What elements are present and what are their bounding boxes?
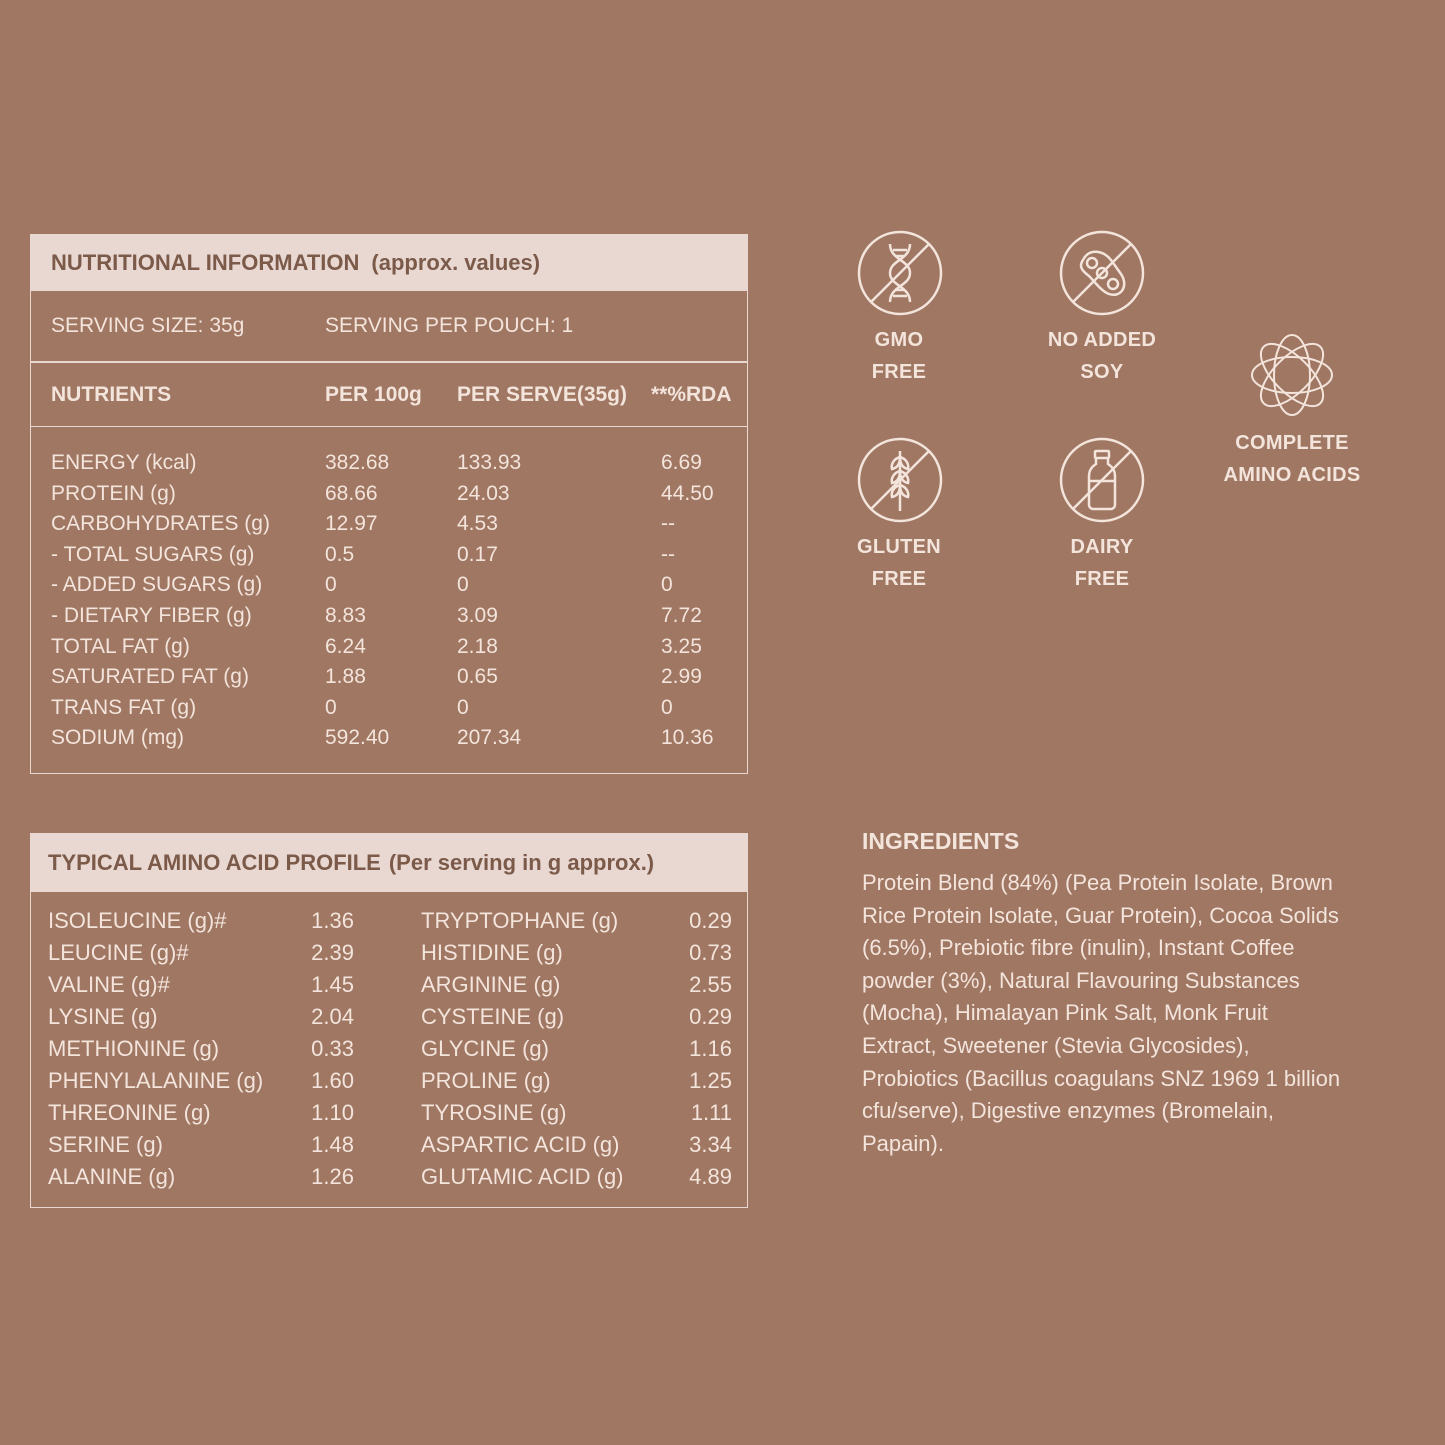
column-header: **%RDA (651, 382, 732, 406)
amino-acid-value: 2.55 (689, 972, 732, 997)
nutrient-value: 3.25 (661, 634, 702, 658)
nutrient-value: 1.88 (325, 665, 366, 689)
amino-acid-value: 0.29 (689, 1004, 732, 1029)
nutrient-value: -- (661, 512, 675, 536)
badge-label: NO ADDED (1047, 329, 1157, 351)
gluten-free-badge (849, 531, 949, 595)
nutrient-value: 0.17 (457, 542, 498, 566)
amino-acid-value: 1.48 (311, 1132, 354, 1157)
column-header: PER 100g (325, 382, 422, 406)
nutrient-value: -- (661, 542, 675, 566)
amino-subtitle: (Per serving in g approx.) (388, 850, 655, 875)
amino-acid-name: GLYCINE (g) (421, 1036, 549, 1061)
nutrient-value: 8.83 (325, 604, 366, 627)
nutrient-value: 7.72 (661, 604, 702, 627)
nutrition-header (31, 235, 747, 291)
nutrient-value: 6.69 (661, 451, 702, 474)
nutrient-value: 0.5 (325, 542, 355, 566)
amino-acid-value: 0.33 (311, 1036, 354, 1061)
amino-acid-value: 1.26 (311, 1164, 354, 1189)
nutrition-subtitle: (approx. values) (371, 250, 541, 275)
column-header: NUTRIENTS (51, 382, 172, 406)
nutrient-name: SATURATED FAT (g) (51, 665, 249, 689)
nutrient-value: 4.53 (457, 512, 498, 536)
amino-title: TYPICAL AMINO ACID PROFILE (48, 850, 381, 875)
badge-label: AMINO ACIDS (1223, 464, 1361, 486)
amino-acid-value: 1.10 (311, 1100, 354, 1125)
amino-acid-name: LYSINE (g) (48, 1004, 158, 1029)
badge-label: SOY (1080, 361, 1124, 383)
column-header: PER SERVE(35g) (457, 382, 627, 406)
amino-acid-name: TYROSINE (g) (421, 1100, 567, 1125)
no-added-soy-badge (1032, 324, 1172, 388)
amino-acid-value: 1.16 (689, 1036, 732, 1061)
nutrition-title: NUTRITIONAL INFORMATION (51, 250, 360, 275)
serving-size: SERVING SIZE: 35g (51, 314, 245, 337)
amino-acid-value: 1.60 (311, 1068, 354, 1093)
badge-label: COMPLETE (1235, 432, 1349, 454)
nutrient-value: 592.40 (325, 726, 390, 750)
wheat-crossed-icon (857, 437, 943, 523)
nutrient-value: 0 (661, 573, 673, 597)
badge-label: DAIRY (1070, 536, 1134, 558)
nutrient-name: - TOTAL SUGARS (g) (51, 542, 255, 566)
serving-per-pouch: SERVING PER POUCH: 1 (325, 314, 574, 337)
ingredients-text: Protein Blend (84%) (Pea Protein Isolate, Brown Rice Protein Isolate, Guar Protein), Cocoa Solids (6.5%), Prebiotic fibre (inulin), Instant Coffee powder (3%), Natural Flavouring Substances (Mocha), Himalayan Pink Salt, Monk Fruit Extract, Sweetener (Stevia Glycosides), Probiotics (Bacillus coagulans SNZ 1969 1 billion cfu/serve), Digestive enzymes (Bromelain, Papain). (862, 870, 1341, 1156)
amino-acid-name: ASPARTIC ACID (g) (421, 1132, 620, 1157)
milk-bottle-crossed-icon (1059, 437, 1145, 523)
amino-acid-name: VALINE (g)# (48, 972, 170, 997)
amino-acid-name: GLUTAMIC ACID (g) (421, 1164, 624, 1189)
nutrient-value: 2.99 (661, 665, 702, 689)
nutrient-value: 12.97 (325, 512, 378, 536)
nutrient-name: PROTEIN (g) (51, 481, 176, 505)
complete-amino-acids-badge (1200, 427, 1384, 491)
amino-acid-name: ISOLEUCINE (g)# (48, 908, 227, 933)
amino-acid-value: 0.29 (689, 908, 732, 933)
badge-label: FREE (1074, 568, 1130, 590)
nutrient-value: 0 (661, 695, 673, 719)
amino-header (31, 834, 747, 892)
serving-info (31, 291, 747, 361)
amino-acid-value: 4.89 (689, 1164, 732, 1189)
badge-label: FREE (871, 568, 927, 590)
nutrient-name: - ADDED SUGARS (g) (51, 573, 263, 597)
badge-label: GLUTEN (856, 536, 942, 558)
amino-acid-name: LEUCINE (g)# (48, 940, 189, 965)
nutrition-column-headers (31, 363, 747, 426)
dairy-free-badge (1052, 531, 1152, 595)
badge-label: FREE (871, 361, 927, 383)
amino-acid-name: METHIONINE (g) (48, 1036, 220, 1061)
nutrient-value: 0 (325, 573, 337, 597)
nutrient-value: 0 (457, 573, 469, 597)
nutrient-name: TRANS FAT (g) (51, 695, 197, 719)
nutrient-value: 207.34 (457, 726, 522, 750)
nutrient-name: SODIUM (mg) (51, 726, 184, 750)
nutrient-value: 382.68 (325, 451, 390, 474)
amino-acid-value: 1.36 (311, 908, 354, 933)
amino-acid-value: 2.39 (311, 940, 354, 965)
nutrient-value: 0 (325, 695, 337, 719)
nutrient-value: 68.66 (325, 481, 378, 505)
atom-circles-icon (1249, 332, 1335, 418)
nutrient-value: 24.03 (457, 481, 510, 505)
amino-acid-name: ARGININE (g) (421, 972, 561, 997)
amino-acid-value: 2.04 (311, 1004, 354, 1029)
nutrient-name: TOTAL FAT (g) (51, 634, 190, 658)
amino-acid-name: ALANINE (g) (48, 1164, 176, 1189)
nutrient-name: CARBOHYDRATES (g) (51, 512, 270, 536)
ingredients-section (862, 828, 1342, 1160)
nutrient-name: ENERGY (kcal) (51, 451, 197, 474)
gmo-free-badge (849, 324, 949, 388)
nutrient-value: 10.36 (661, 726, 714, 750)
nutrient-name: - DIETARY FIBER (g) (51, 604, 252, 627)
amino-acid-name: HISTIDINE (g) (421, 940, 563, 965)
amino-acid-table (30, 833, 748, 1208)
amino-acid-value: 1.25 (689, 1068, 732, 1093)
amino-acid-name: SERINE (g) (48, 1132, 163, 1157)
amino-acid-value: 0.73 (689, 940, 732, 965)
amino-acid-value: 3.34 (689, 1132, 732, 1157)
nutrient-value: 133.93 (457, 451, 522, 474)
amino-acid-value: 1.45 (311, 972, 354, 997)
nutrient-value: 44.50 (661, 481, 714, 505)
nutrient-value: 6.24 (325, 634, 366, 658)
nutrition-table (30, 234, 748, 774)
divider (31, 426, 747, 428)
nutrient-value: 3.09 (457, 604, 498, 627)
ingredients-title: INGREDIENTS (862, 828, 1020, 854)
nutrient-value: 0.65 (457, 665, 498, 689)
amino-acid-name: PROLINE (g) (421, 1068, 551, 1093)
amino-acid-name: CYSTEINE (g) (421, 1004, 565, 1029)
amino-acid-name: TRYPTOPHANE (g) (421, 908, 619, 933)
amino-acid-value: 1.11 (690, 1100, 732, 1125)
soybean-crossed-icon (1059, 230, 1145, 316)
amino-acid-name: PHENYLALANINE (g) (48, 1068, 264, 1093)
amino-acid-name: THREONINE (g) (48, 1100, 211, 1125)
badge-label: GMO (874, 329, 924, 351)
dna-crossed-icon (857, 230, 943, 316)
nutrient-value: 2.18 (457, 634, 498, 658)
nutrient-value: 0 (457, 695, 469, 719)
